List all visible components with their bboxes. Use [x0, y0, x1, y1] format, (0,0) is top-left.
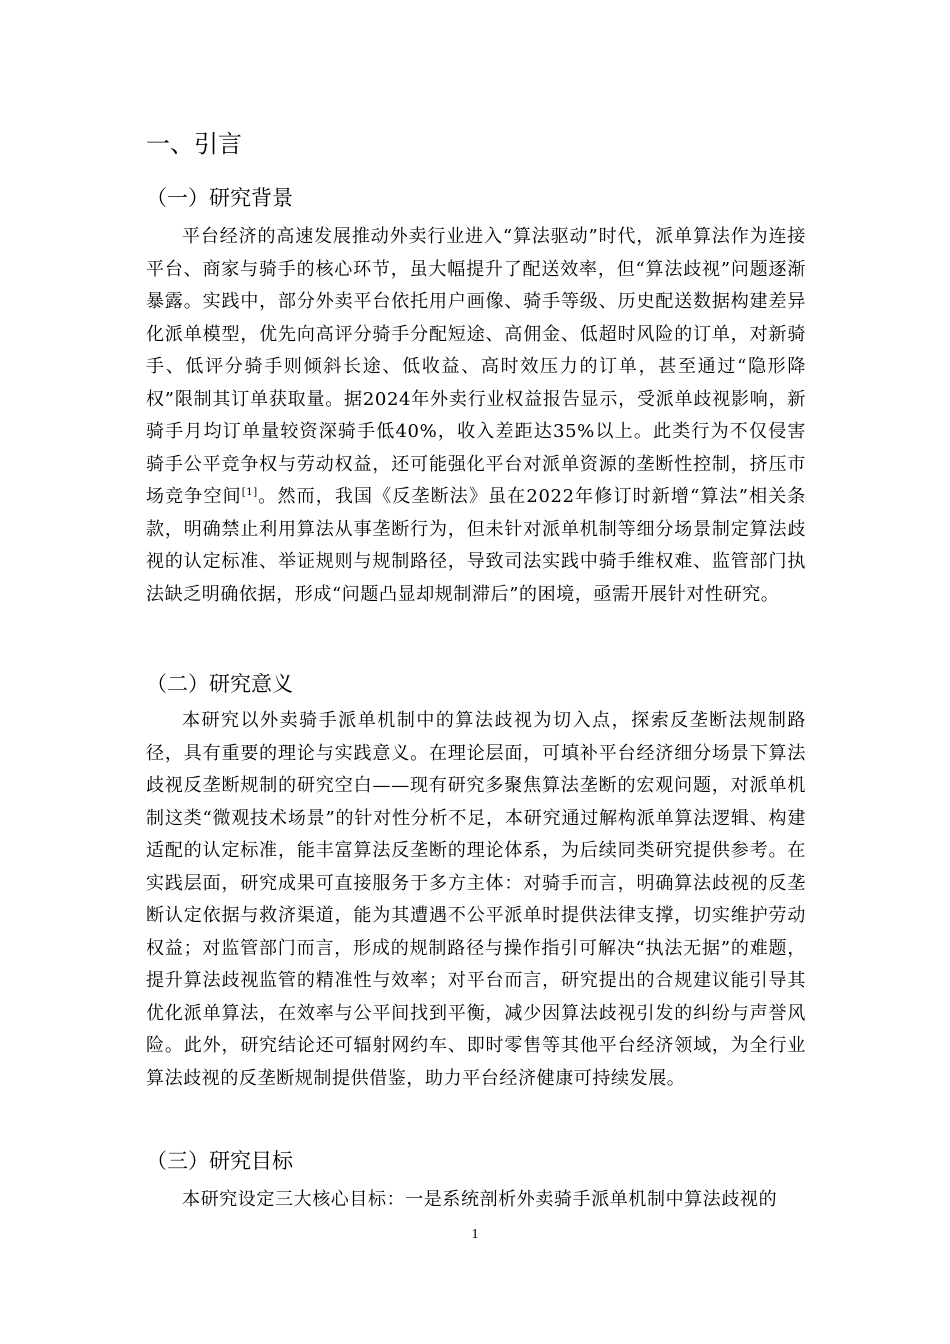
subsection-heading-background: （一）研究背景: [146, 186, 293, 210]
section-title: 一、引言: [146, 130, 242, 158]
paragraph-text: 平台经济的高速发展推动外卖行业进入“算法驱动”时代，派单算法作为连接平台、商家与骑手的核心环节，虽大幅提升了配送效率，但“算法歧视”问题逐渐暴露。实践中，部分外卖平台依托用户画像、骑手等级、历史配送数据构建差异化派单模型，优先向高评分骑手分配短途、高佣金、低超时风险的订单，对新骑手、低评分骑手则倾斜长途、低收益、高时效压力的订单，甚至通过“隐形降权”限制其订单获取量。据2024年外卖行业权益报告显示，受派单歧视影响，新骑手月均订单量较资深骑手低40%，收入差距达35%以上。此类行为不仅侵害骑手公平竞争权与劳动权益，还可能强化平台对派单资源的垄断性控制，挤压市场竞争空间: [146, 226, 806, 507]
paragraph-background: [146, 221, 806, 611]
page-number: 1: [471, 1227, 479, 1242]
subsection-heading-significance: （二）研究意义: [146, 672, 293, 696]
citation-marker[interactable]: [1]: [241, 487, 258, 498]
paragraph-significance: 本研究以外卖骑手派单机制中的算法歧视为切入点，探索反垄断法规制路径，具有重要的理论与实践意义。在理论层面，可填补平台经济细分场景下算法歧视反垄断规制的研究空白——现有研究多聚焦算法垄断的宏观问题，对派单机制这类“微观技术场景”的针对性分析不足，本研究通过解构派单算法逻辑、构建适配的认定标准，能丰富算法反垄断的理论体系，为后续同类研究提供参考。在实践层面，研究成果可直接服务于多方主体：对骑手而言，明确算法歧视的反垄断认定依据与救济渠道，能为其遭遇不公平派单时提供法律支撑，切实维护劳动权益；对监管部门而言，形成的规制路径与操作指引可解决“执法无据”的难题，提升算法歧视监管的精准性与效率；对平台而言，研究提出的合规建议能引导其优化派单算法，在效率与公平间找到平衡，减少因算法歧视引发的纠纷与声誉风险。此外，研究结论还可辐射网约车、即时零售等其他平台经济领域，为全行业算法歧视的反垄断规制提供借鉴，助力平台经济健康可持续发展。: [146, 710, 806, 1089]
subsection-heading-objectives: （三）研究目标: [146, 1149, 293, 1173]
paragraph-objectives: 本研究设定三大核心目标：一是系统剖析外卖骑手派单机制中算法歧视的: [182, 1189, 778, 1210]
paragraph-text: 。然而，我国《反垄断法》虽在2022年修订时新增“算法”相关条款，明确禁止利用算法从事垄断行为，但未针对派单机制等细分场景制定算法歧视的认定标准、举证规则与规制路径，导致司法实践中骑手维权难、监管部门执法缺乏明确依据，形成“问题凸显却规制滞后”的困境，亟需开展针对性研究。: [146, 486, 807, 605]
